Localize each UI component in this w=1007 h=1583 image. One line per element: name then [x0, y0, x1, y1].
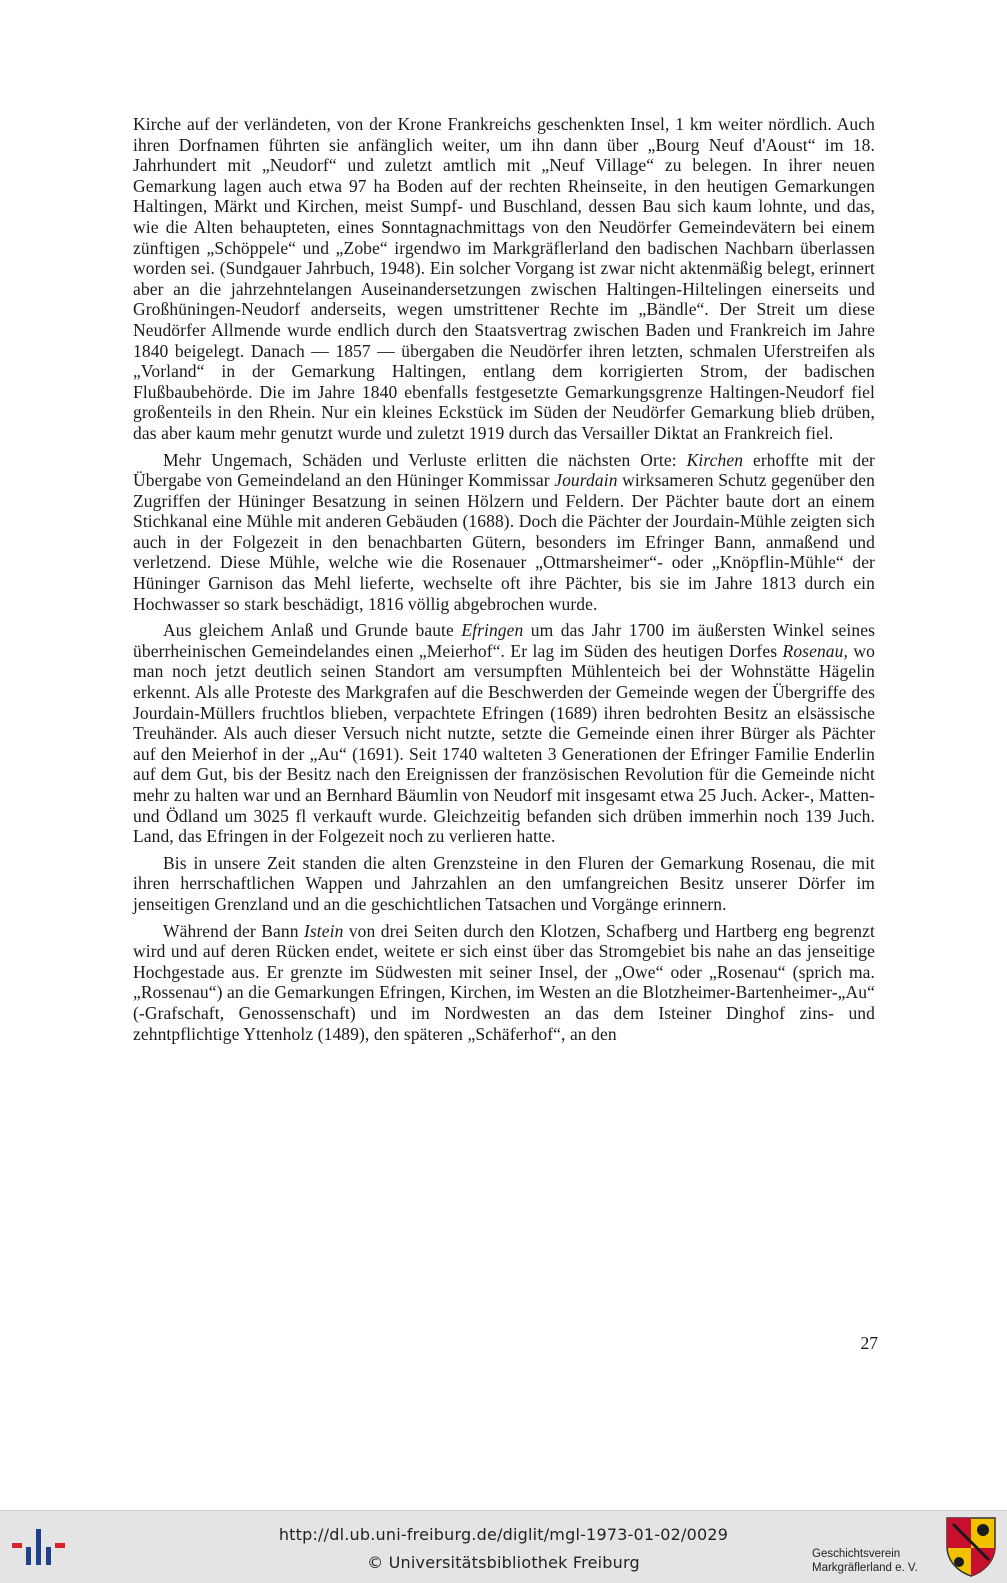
society-line-1: Geschichtsverein — [812, 1548, 901, 1560]
italic-kirchen: Kirchen — [686, 449, 744, 470]
italic-jourdain: Jourdain — [554, 470, 618, 491]
copyright-notice: © Universitätsbibliothek Freiburg — [367, 1553, 640, 1572]
paragraph-2-text-a: Mehr Ungemach, Schäden und Verluste erlitten die nächsten Orte: — [163, 449, 687, 470]
footer-bar — [0, 1510, 1007, 1583]
society-name — [812, 1547, 942, 1575]
paragraph-5 — [133, 921, 875, 1045]
italic-rosenau: Rosenau, — [782, 640, 848, 661]
paragraph-3 — [133, 620, 875, 847]
italic-efringen: Efringen — [461, 620, 524, 641]
paragraph-4: Bis in unsere Zeit standen die alten Grenzsteine in den Fluren der Gemarkung Rosenau, die mit ihren herrschaftlichen Wappen und Jahrzahlen an den umfangreichen Besitz unserer Dörfer im jenseitigen Grenzland und an die geschichtlichen Tatsachen und Vorgänge erinnern. — [133, 852, 875, 914]
paragraph-5-text-b: von drei Seiten durch den Klotzen, Schafberg und Hartberg eng begrenzt wird und auf deren Rücken endet, weitete er sich einst über das Stromgebiet bis nahe an das jenseitige Hochgestade aus. Er grenzte im Südwesten mit seiner Insel, der „Owe“ oder „Rosenau“ (sprich ma. „Rossenau“) an die Gemarkungen Efringen, Kirchen, im Westen an die Blotzheimer-Bartenheimer-„Au“ (-Grafschaft, Genossenschaft) und im Nordwesten an das dem Isteiner Dinghof zins- und zehntpflichtige Yttenholz (1489), den späteren „Schäferhof“, an den — [133, 920, 875, 1044]
paragraph-2-text-b — [743, 450, 753, 470]
paragraph-2 — [133, 450, 875, 615]
paragraph-5-text-a: Während der Bann — [163, 920, 304, 941]
body-text — [133, 114, 875, 1044]
paragraph-2-text-c: erhoffte mit der Übergabe von Gemeindeland an den Hüninger Kommissar — [133, 449, 875, 491]
paragraph-3-text-c: wo man noch jetzt deutlich seinen Standort am versumpften Mühlenteich bei der Wohnstätte Hägelin erkennt. Als alle Proteste des Markgrafen auf die Beschwerden der Gemeinde wegen der Übergriffe des Jourdain-Müllers fruchtlos blieben, verpachtete Efringen (1689) ihren bedrohten Besitz an elsässische Treuhänder. Als auch dieser Versuch nicht nutzte, setzte die Gemeinde einen ihrer Bürger als Pächter auf den Meierhof in der „Au“ (1691). Seit 1740 walteten 3 Generationen der Efringer Familie Enderlin auf dem Gut, bis der Besitz nach den Ereignissen der französischen Revolution für die Gemeinde nicht mehr zu halten war und an Bernhard Bäumlin von Neudorf mit insgesamt etwa 25 Juch. Acker-, Matten- und Ödland um 3025 fl verkauft wurde. Gleichzeitig befanden sich drüben immerhin noch 139 Juch. Land, das Efringen in der Folgezeit noch zu verlieren hatte. — [133, 640, 875, 847]
italic-istein: Istein — [303, 920, 344, 941]
coat-of-arms-icon[interactable] — [945, 1516, 997, 1578]
paragraph-1: Kirche auf der verländeten, von der Krone Frankreichs geschenkten Insel, 1 km weiter nördlich. Auch ihren Dorfnamen führten sie anfänglich weiter, um ihn dann über „Bourg Neuf d'Aoust“ im 18. Jahrhundert mit „Neudorf“ und zuletzt amtlich mit „Neuf Village“ zu belegen. In ihrer neuen Gemarkung lagen auch etwa 97 ha Boden auf der rechten Rheinseite, in den heutigen Gemarkungen Haltingen, Märkt und Kirchen, meist Sumpf- und Buschland, dessen Bau sich kaum lohnte, und das, wie die Alten behaupteten, eines Sonntagnachmittags von den Neudörfer Gemeindevätern bei einem zünftigen „Schöppele“ und „Zobe“ irgendwo im Markgräflerland den badischen Nachbarn überlassen worden sei. (Sundgauer Jahrbuch, 1948). Ein solcher Vorgang ist zwar nicht aktenmäßig belegt, erinnert aber an die jahrzehntelangen Auseinandersetzungen zwischen Haltingen-Hiltelingen einerseits und Großhüningen-Neudorf anderseits, wegen umstrittener Rechte im „Bändle“. Der Streit um diese Neudörfer Allmende wurde endlich durch den Staatsvertrag zwischen Baden und Frankreich im Jahre 1840 beigelegt. Danach — 1857 — übergaben die Neudörfer ihren letzten, schmalen Uferstreifen als „Vorland“ in der Gemarkung Haltingen, entlang dem korrigierten Strom, der badischen Flußbaubehörde. Die im Jahre 1840 ebenfalls festgesetzte Gemarkungsgrenze Haltingen-Neudorf fiel großenteils in den Rhein. Nur ein kleines Eckstück im Süden der Neudörfer Gemarkung blieb drüben, das aber kaum mehr genutzt wurde und zuletzt 1919 durch das Versailler Diktat an Frankreich fiel. — [133, 114, 875, 443]
paragraph-2-text-d: wirksameren Schutz gegenüber den Zugriffen der Hüninger Besatzung in seinen Hölzern und Feldern. Der Pächter baute dort an einem Stichkanal eine Mühle mit anderen Gebäuden (1688). Doch die Pächter der Jourdain-Mühle zeigten sich auch in der Folgezeit in den benachbarten Gütern, besonders im Efringer Bann, anmaßend und verletzend. Diese Mühle, welche wie die Rosenauer „Ottmarsheimer“- oder „Knöpflin-Mühle“ der Hüninger Garnison das Mehl lieferte, wechselte oft ihre Pächter, bis sie im Jahre 1813 durch ein Hochwasser so stark beschädigt, 1816 völlig abgebrochen wurde. — [133, 470, 875, 614]
page-number: 27 — [860, 1333, 878, 1353]
permalink-url[interactable]: http://dl.ub.uni-freiburg.de/diglit/mgl-1973-01-02/0029 — [278, 1525, 729, 1544]
paragraph-3-text-b: um das Jahr 1700 im äußersten Winkel seines überrheinischen Gemeindelandes einen „Meierhof“. Er lag im Süden des heutigen Dorfes — [133, 620, 876, 661]
society-line-2: Markgräflerland e. V. — [812, 1562, 918, 1574]
paragraph-3-text-a: Aus gleichem Anlaß und Grunde baute — [163, 620, 462, 641]
